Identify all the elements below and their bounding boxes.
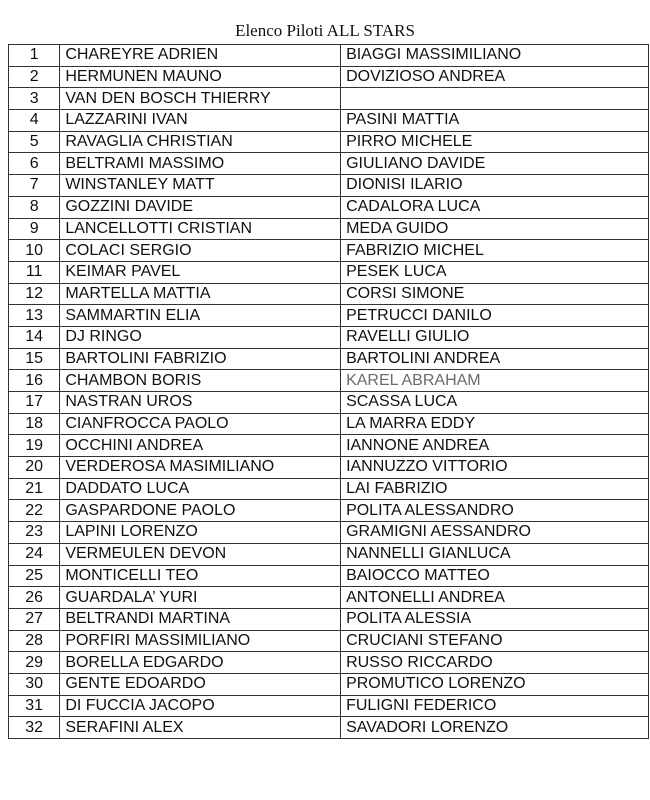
row-number: 31 [9, 695, 60, 717]
partner-name-cell: FABRIZIO MICHEL [341, 240, 649, 262]
partner-name-cell: SCASSA LUCA [341, 392, 649, 414]
table-row [9, 673, 649, 695]
row-number: 22 [9, 500, 60, 522]
table-row [9, 153, 649, 175]
partner-name-cell: CRUCIANI STEFANO [341, 630, 649, 652]
table-row [9, 630, 649, 652]
row-number: 6 [9, 153, 60, 175]
table-row [9, 240, 649, 262]
row-number: 18 [9, 413, 60, 435]
pilot-name-cell: SAMMARTIN ELIA [60, 305, 341, 327]
pilot-name-cell: GOZZINI DAVIDE [60, 196, 341, 218]
pilot-name-cell: COLACI SERGIO [60, 240, 341, 262]
table-row [9, 305, 649, 327]
pilot-name-cell: VERDEROSA MASIMILIANO [60, 457, 341, 479]
partner-name-cell: IANNONE ANDREA [341, 435, 649, 457]
partner-name-cell: BIAGGI MASSIMILIANO [341, 45, 649, 67]
table-row [9, 196, 649, 218]
row-number: 24 [9, 543, 60, 565]
row-number: 25 [9, 565, 60, 587]
table-row [9, 543, 649, 565]
table-row [9, 413, 649, 435]
table-row [9, 45, 649, 67]
partner-name-cell: PASINI MATTIA [341, 110, 649, 132]
pilot-name-cell: GASPARDONE PAOLO [60, 500, 341, 522]
table-row [9, 370, 649, 392]
partner-name-cell: PETRUCCI DANILO [341, 305, 649, 327]
partner-name-cell: RUSSO RICCARDO [341, 652, 649, 674]
row-number: 16 [9, 370, 60, 392]
pilot-name-cell: BORELLA EDGARDO [60, 652, 341, 674]
partner-name-cell: RAVELLI GIULIO [341, 326, 649, 348]
pilot-name-cell: CIANFROCCA PAOLO [60, 413, 341, 435]
partner-name-cell: CORSI SIMONE [341, 283, 649, 305]
table-row [9, 261, 649, 283]
row-number: 20 [9, 457, 60, 479]
row-number: 15 [9, 348, 60, 370]
pilot-name-cell: WINSTANLEY MATT [60, 175, 341, 197]
table-row [9, 131, 649, 153]
pilot-name-cell: GUARDALA’ YURI [60, 587, 341, 609]
row-number: 2 [9, 66, 60, 88]
row-number: 10 [9, 240, 60, 262]
row-number: 13 [9, 305, 60, 327]
partner-name-cell: BARTOLINI ANDREA [341, 348, 649, 370]
row-number: 9 [9, 218, 60, 240]
row-number: 11 [9, 261, 60, 283]
partner-name-cell: DIONISI ILARIO [341, 175, 649, 197]
table-row [9, 66, 649, 88]
row-number: 12 [9, 283, 60, 305]
pilot-name-cell: VAN DEN BOSCH THIERRY [60, 88, 341, 110]
row-number: 1 [9, 45, 60, 67]
row-number: 23 [9, 522, 60, 544]
table-row [9, 326, 649, 348]
table-row [9, 587, 649, 609]
pilot-name-cell: RAVAGLIA CHRISTIAN [60, 131, 341, 153]
partner-name-cell: PESEK LUCA [341, 261, 649, 283]
partner-name-cell: NANNELLI GIANLUCA [341, 543, 649, 565]
table-row [9, 175, 649, 197]
pilot-name-cell: LAPINI LORENZO [60, 522, 341, 544]
pilot-name-cell: LAZZARINI IVAN [60, 110, 341, 132]
pilot-name-cell: CHAMBON BORIS [60, 370, 341, 392]
pilot-name-cell: BELTRAMI MASSIMO [60, 153, 341, 175]
table-row [9, 565, 649, 587]
table-row [9, 608, 649, 630]
table-row [9, 500, 649, 522]
pilot-name-cell: BARTOLINI FABRIZIO [60, 348, 341, 370]
pilot-name-cell: KEIMAR PAVEL [60, 261, 341, 283]
partner-name-cell: ANTONELLI ANDREA [341, 587, 649, 609]
pilot-name-cell: MONTICELLI TEO [60, 565, 341, 587]
partner-name-cell: BAIOCCO MATTEO [341, 565, 649, 587]
partner-name-cell: MEDA GUIDO [341, 218, 649, 240]
table-row [9, 435, 649, 457]
partner-name-cell: PROMUTICO LORENZO [341, 673, 649, 695]
pilot-name-cell: DI FUCCIA JACOPO [60, 695, 341, 717]
table-row [9, 478, 649, 500]
partner-name-cell: GRAMIGNI AESSANDRO [341, 522, 649, 544]
row-number: 8 [9, 196, 60, 218]
pilot-name-cell: HERMUNEN MAUNO [60, 66, 341, 88]
table-row [9, 457, 649, 479]
table-row [9, 348, 649, 370]
partner-name-cell: KAREL ABRAHAM [341, 370, 649, 392]
pilots-table-body [9, 45, 649, 739]
row-number: 28 [9, 630, 60, 652]
table-row [9, 218, 649, 240]
row-number: 3 [9, 88, 60, 110]
row-number: 4 [9, 110, 60, 132]
partner-name-cell: SAVADORI LORENZO [341, 717, 649, 739]
pilots-table [8, 44, 649, 739]
row-number: 29 [9, 652, 60, 674]
pilot-name-cell: DJ RINGO [60, 326, 341, 348]
document-title: Elenco Piloti ALL STARS [235, 21, 415, 40]
partner-name-cell: LA MARRA EDDY [341, 413, 649, 435]
row-number: 14 [9, 326, 60, 348]
row-number: 21 [9, 478, 60, 500]
partner-name-cell: IANNUZZO VITTORIO [341, 457, 649, 479]
row-number: 30 [9, 673, 60, 695]
pilot-name-cell: DADDATO LUCA [60, 478, 341, 500]
table-row [9, 652, 649, 674]
partner-name-cell: DOVIZIOSO ANDREA [341, 66, 649, 88]
partner-name-cell: POLITA ALESSIA [341, 608, 649, 630]
row-number: 27 [9, 608, 60, 630]
row-number: 17 [9, 392, 60, 414]
partner-name-cell: CADALORA LUCA [341, 196, 649, 218]
partner-name-cell: LAI FABRIZIO [341, 478, 649, 500]
pilot-name-cell: VERMEULEN DEVON [60, 543, 341, 565]
table-row [9, 695, 649, 717]
partner-name-cell [341, 88, 649, 110]
table-row [9, 110, 649, 132]
pilot-name-cell: OCCHINI ANDREA [60, 435, 341, 457]
partner-name-cell: GIULIANO DAVIDE [341, 153, 649, 175]
table-row [9, 392, 649, 414]
table-row [9, 283, 649, 305]
row-number: 26 [9, 587, 60, 609]
partner-name-cell: FULIGNI FEDERICO [341, 695, 649, 717]
pilot-name-cell: CHAREYRE ADRIEN [60, 45, 341, 67]
row-number: 7 [9, 175, 60, 197]
table-row [9, 522, 649, 544]
pilot-name-cell: SERAFINI ALEX [60, 717, 341, 739]
pilot-name-cell: BELTRANDI MARTINA [60, 608, 341, 630]
row-number: 19 [9, 435, 60, 457]
pilot-name-cell: LANCELLOTTI CRISTIAN [60, 218, 341, 240]
partner-name-cell: PIRRO MICHELE [341, 131, 649, 153]
row-number: 32 [9, 717, 60, 739]
pilot-name-cell: PORFIRI MASSIMILIANO [60, 630, 341, 652]
table-row [9, 717, 649, 739]
row-number: 5 [9, 131, 60, 153]
partner-name-cell: POLITA ALESSANDRO [341, 500, 649, 522]
pilot-name-cell: GENTE EDOARDO [60, 673, 341, 695]
pilot-name-cell: MARTELLA MATTIA [60, 283, 341, 305]
pilot-name-cell: NASTRAN UROS [60, 392, 341, 414]
table-row [9, 88, 649, 110]
